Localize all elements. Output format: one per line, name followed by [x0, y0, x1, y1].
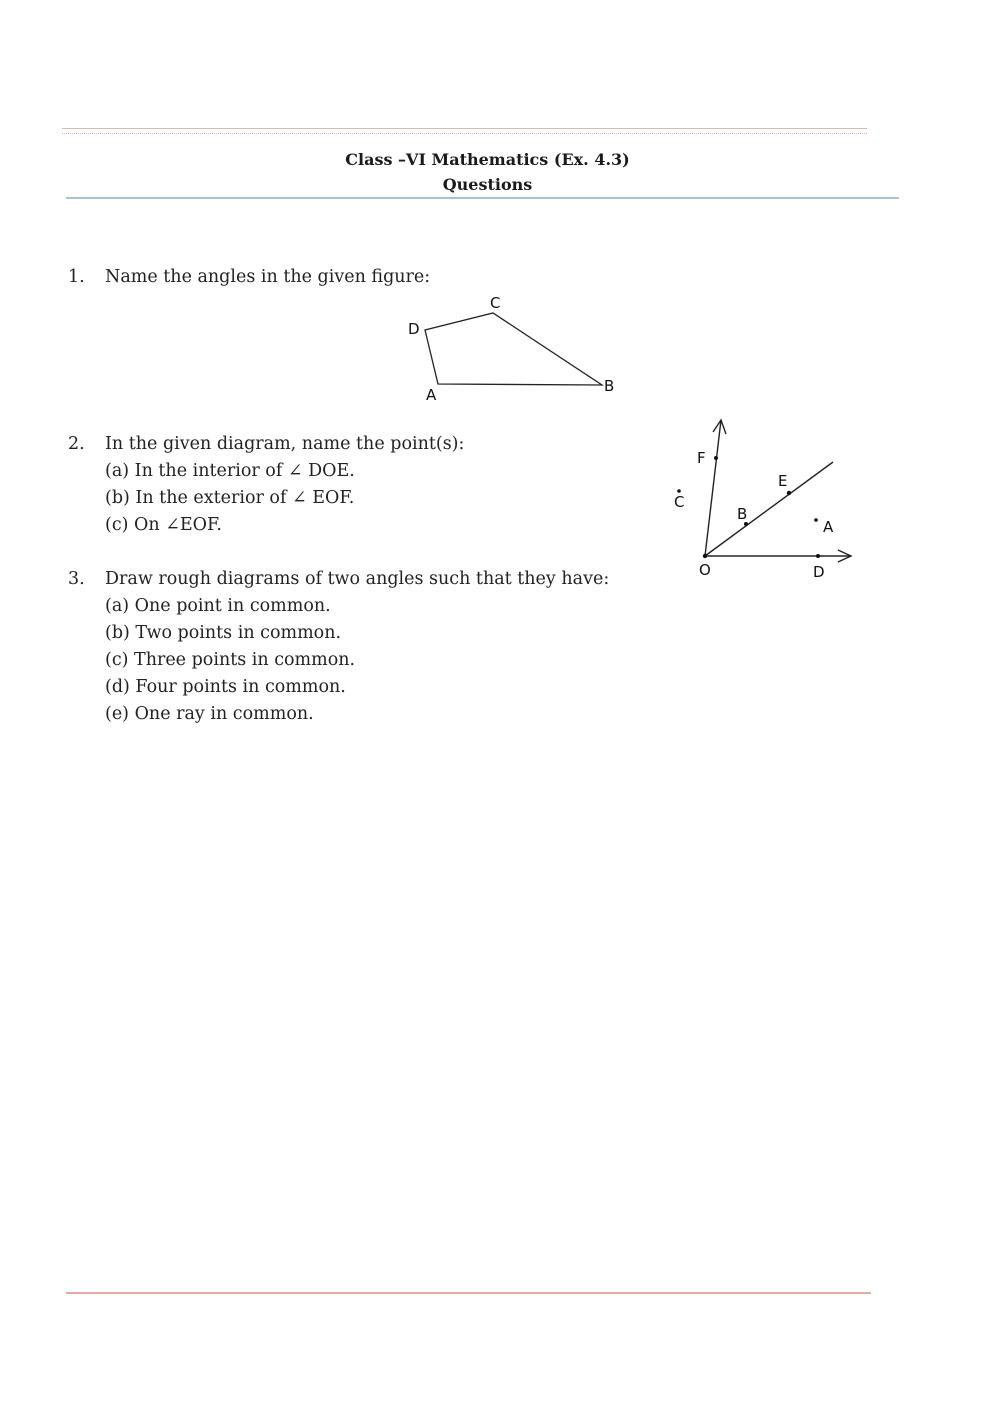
- header-divider: [66, 197, 899, 199]
- top-divider: [62, 128, 867, 134]
- sub-question-list: [105, 458, 355, 539]
- sub-question: (a) In the interior of ∠ DOE.: [105, 461, 355, 481]
- angle-rays-figure: [665, 410, 865, 585]
- point-a: [814, 518, 818, 522]
- quadrilateral-shape: [425, 313, 602, 385]
- ray-of: [705, 420, 721, 556]
- sub-question: (b) In the exterior of ∠ EOF.: [105, 488, 355, 508]
- footer-divider: [66, 1292, 871, 1294]
- point-label-a: A: [823, 518, 834, 536]
- vertex-label-d: D: [408, 320, 420, 338]
- question-number: 1.: [68, 267, 85, 287]
- point-label-o: O: [699, 561, 711, 579]
- point-label-f: F: [697, 449, 706, 467]
- point-f: [714, 456, 718, 460]
- point-label-d: D: [813, 563, 825, 581]
- ray-oe: [705, 462, 833, 556]
- point-e: [787, 491, 791, 495]
- vertex-label-a: A: [426, 386, 437, 404]
- question-text: Draw rough diagrams of two angles such that they have:: [105, 569, 610, 589]
- page-title: Class –VI Mathematics (Ex. 4.3): [345, 150, 630, 169]
- sub-question: (e) One ray in common.: [105, 704, 314, 724]
- sub-question: (d) Four points in common.: [105, 677, 346, 697]
- sub-question: (b) Two points in common.: [105, 623, 342, 643]
- sub-question: (a) One point in common.: [105, 596, 331, 616]
- point-label-e: E: [778, 472, 788, 490]
- question-number: 2.: [68, 434, 85, 454]
- sub-question: (c) On ∠EOF.: [105, 515, 222, 535]
- point-d: [816, 554, 820, 558]
- quadrilateral-figure: [400, 290, 630, 405]
- point-label-c: C: [674, 493, 685, 511]
- sub-question: (c) Three points in common.: [105, 650, 356, 670]
- question-text: Name the angles in the given figure:: [105, 267, 431, 287]
- question-text: In the given diagram, name the point(s):: [105, 434, 465, 454]
- point-label-b: B: [737, 505, 748, 523]
- question-number: 3.: [68, 569, 85, 589]
- sub-question-list: [105, 593, 355, 728]
- vertex-label-b: B: [604, 377, 615, 395]
- page-subtitle: Questions: [442, 175, 533, 194]
- point-o: [703, 554, 707, 558]
- vertex-label-c: C: [490, 294, 501, 312]
